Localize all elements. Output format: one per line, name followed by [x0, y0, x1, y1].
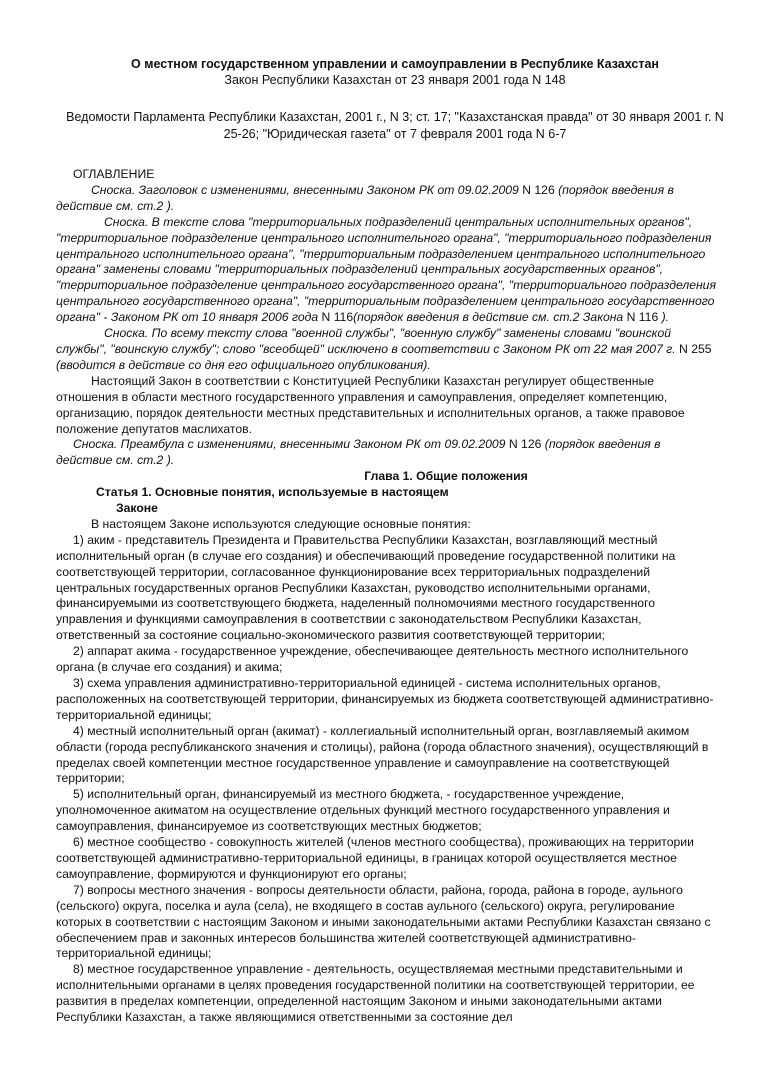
footnote-military: Сноска. По всему тексту слова "военной службы", "военную службу" заменены словами "воинской службы", "воинскую службу"; слово "всеобщей" исключено в соответствии с Законом РК от 22 мая 2007 г. N 255 (вводится в действие со дня его официального опубликования).	[56, 326, 712, 372]
document-subtitle: Закон Республики Казахстан от 23 января 2001 года N 148	[224, 73, 566, 87]
definition-item: 7) вопросы местного значения - вопросы деятельности области, района, города, района в городе, аульного (сельского) округа, поселка и аула (села), не входящего в состав аульного (сельского) округа, регулирование которых в соответствии с настоящим Законом и иными законодательными актами Республики Казахстан связано с обеспечением прав и законных интересов большинства жителей соответствующей административно-территориальной единицы;	[56, 882, 711, 961]
definition-item: 6) местное сообщество - совокупность жителей (членов местного сообщества), проживающих на территории соответствующей административно-территориальной единицы, в границах которой осуществляется местное самоуправление, формируются и функционируют его органы;	[56, 835, 694, 881]
article-intro: В настоящем Законе используются следующие основные понятия:	[91, 516, 471, 531]
law-link[interactable]: N 116	[626, 310, 659, 325]
publication-source: Ведомости Парламента Республики Казахстан, 2001 г., N 3; ст. 17; "Казахстанская правда" от 30 января 2001 г. N 25-26; "Юридическая газета" от 7 февраля 2001 года N 6-7	[66, 110, 724, 141]
definition-item: 3) схема управления административно-территориальной единицей - система исполнительных органов, расположенных на соответствующей территории, финансируемых из бюджета соответствующей административно-территориальной единицы;	[56, 676, 714, 722]
toc-label: ОГЛАВЛЕНИЕ	[73, 167, 155, 181]
footnote-preamble: Сноска. Преамбула с изменениями, внесенными Законом РК от 09.02.2009 N 126 (порядок введения в действие см. ст.2 ).	[56, 437, 661, 468]
definition-item: 5) исполнительный орган, финансируемый из местного бюджета, - государственное учреждение, уполномоченное акиматом на осуществление отдельных функций местного государственного управления и самоуправления, финансируемое из соответствующих местных бюджетов;	[56, 787, 670, 834]
definition-item: 8) местное государственное управление - деятельность, осуществляемая местными представительными и исполнительными органами в целях проведения государственной политики на соответствующей территории, ее развития в пределах компетенции, определенной настоящим Законом и иными законодательными актами Республики Казахстан, а также являющимися ответственными за состояние дел	[56, 962, 695, 1025]
article-heading: Статья 1. Основные понятия, используемые в настоящем Законе	[96, 485, 449, 516]
footnote-title: Сноска. Заголовок с изменениями, внесенными Законом РК от 09.02.2009 N 126 (порядок введения в действие см. ст.2 ).	[56, 182, 674, 213]
definition-item: 1) аким - представитель Президента и Правительства Республики Казахстан, возглавляющий местный исполнительный орган (в случае его создания) и обеспечивающий проведение государственной политики на соответствующей территории, согласованное функционирование всех территориальных подразделений центральных государственных органов Республики Казахстан, руководство исполнительными органами, финансируемыми из соответствующего бюджета, наделенный полномочиями местного государственного управления и функциями самоуправления в соответствии с законодательством Республики Казахстан, ответственный за состояние социально-экономического развития соответствующей территории;	[56, 532, 676, 643]
document-title: О местном государственном управлении и самоуправлении в Республике Казахстан	[131, 57, 659, 71]
definition-item: 4) местный исполнительный орган (акимат) - коллегиальный исполнительный орган, возглавляемый акимом области (города республиканского значения и столицы), района (города областного значения), осуществляющий в пределах своей компетенции местное государственное управление и самоуправление на соответствующей территории;	[56, 723, 709, 786]
law-link[interactable]: N 116	[321, 310, 354, 325]
chapter-heading: Глава 1. Общие положения	[364, 469, 528, 484]
definition-item: 2) аппарат акима - государственное учреждение, обеспечивающее деятельность местного исполнительного органа (в случае его создания) и акима;	[56, 644, 689, 675]
law-link[interactable]: N 255	[679, 341, 712, 356]
document-body	[56, 167, 716, 1026]
preamble: Настоящий Закон в соответствии с Конституцией Республики Казахстан регулирует общественные отношения в области местного государственного управления и самоуправления, определяет компетенцию, организацию, порядок деятельности местных представительных и исполнительных органов, а также правовое положение депутатов маслихатов.	[56, 373, 685, 436]
law-link[interactable]: N 126	[522, 182, 555, 197]
law-link[interactable]: N 126	[508, 437, 542, 452]
footnote-terms: Сноска. В тексте слова "территориальных подразделений центральных исполнительных органов", "территориальное подразделение центрального исполнительного органа", "территориального подразделения центрального исполнительного органа", "территориальным подразделением центрального исполнительного органа" заменены словами "территориальных подразделений центральных государственных органов", "территориальное подразделение центрального государственного органа", "территориального подразделения центрального государственного органа", "территориальным подразделением центрального государственного органа" - Законом РК от 10 января 2006 года N 116(порядок введения в действие см. ст.2 Закона N 116 ).	[56, 214, 716, 325]
